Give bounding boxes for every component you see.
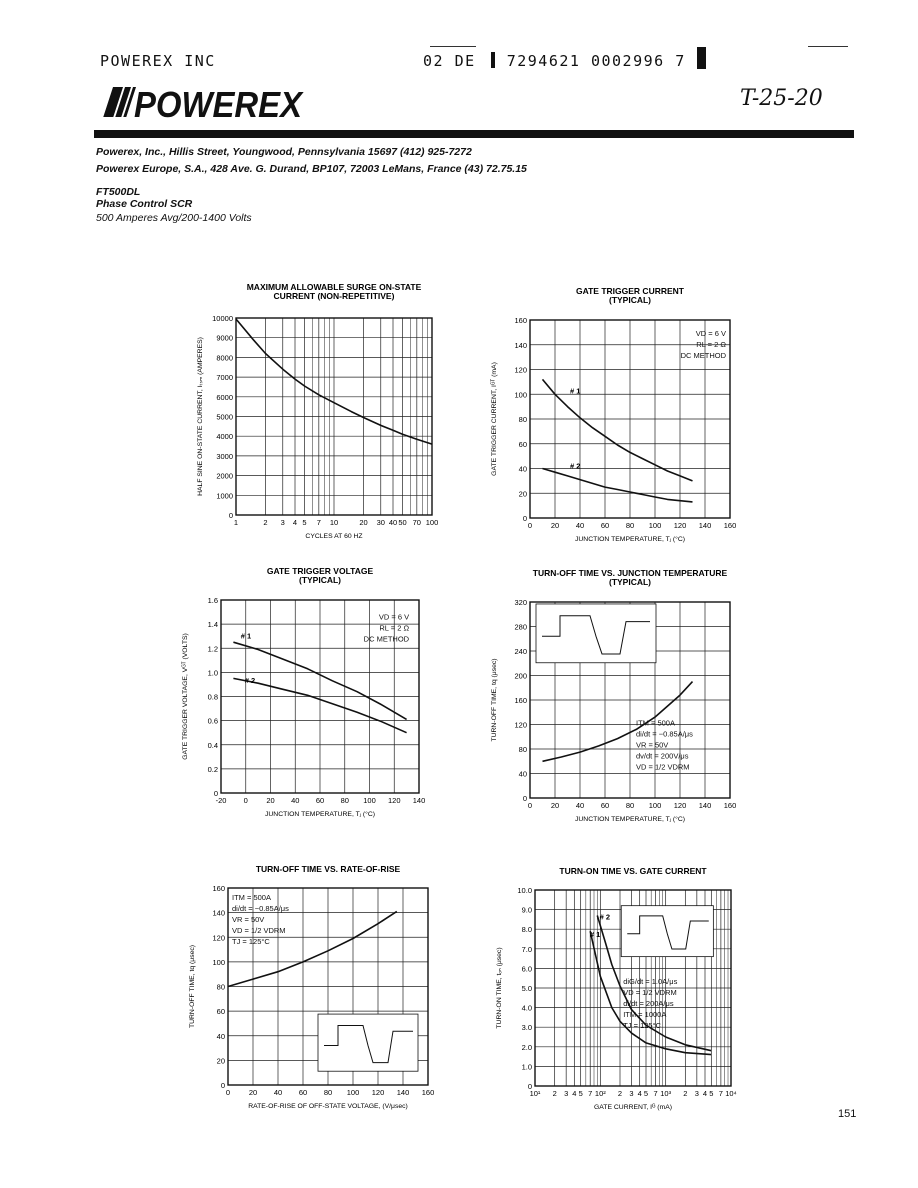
y-tick-label: 8.0 [521,925,532,935]
x-tick-label: 7 [718,1089,723,1098]
x-tick-label: 10² [594,1089,606,1098]
x-tick-label: 40 [291,796,300,805]
y-tick-label: 8000 [216,353,233,363]
x-tick-label: 140 [698,801,712,810]
x-tick-label: 160 [421,1088,435,1097]
x-tick-label: 60 [298,1088,308,1097]
test-condition: TJ = 125°C [623,1021,662,1031]
x-tick-label: 140 [396,1088,410,1097]
test-condition: di/dt = −0.85A/μs [232,903,289,913]
x-tick-label: 3 [564,1089,569,1098]
x-tick-label: 2 [263,518,268,527]
y-tick-label: 160 [212,884,225,893]
y-tick-label: 4000 [216,432,233,442]
y-tick-label: 200 [514,671,527,681]
y-tick-label: 1.6 [207,596,218,605]
series-label: # 1 [589,930,601,940]
x-tick-label: 7 [316,518,321,527]
y-tick-label: 1.0 [207,668,218,678]
test-condition: DC METHOD [680,350,726,360]
product-part-number: FT500DL [96,186,141,198]
y-tick-label: 120 [212,933,225,943]
chart-title: TURN-ON TIME VS. GATE CURRENT [559,866,707,876]
y-tick-label: 40 [518,769,527,779]
y-tick-label: 100 [514,390,527,400]
y-tick-label: 7.0 [521,944,532,954]
x-tick-label: 0 [527,801,533,810]
y-axis-label: HALF SINE ON-STATE CURRENT, Iₜₛₘ (AMPERES) [197,337,204,496]
x-tick-label: 0 [527,521,533,530]
y-tick-label: 320 [514,598,527,607]
x-tick-label: 120 [673,521,687,530]
x-tick-label: 60 [600,801,610,810]
x-tick-label: 2 [617,1089,623,1098]
x-tick-label: -20 [215,796,227,805]
x-tick-label: 30 [376,518,385,527]
y-tick-label: 7000 [216,373,233,383]
x-axis-label: JUNCTION TEMPERATURE, Tⱼ (°C) [574,536,686,543]
y-tick-label: 40 [518,464,527,474]
series-label: # 2 [570,461,581,471]
y-tick-label: 0 [527,1082,532,1091]
y-tick-label: 280 [514,622,527,632]
y-tick-label: 1.0 [521,1062,532,1072]
x-tick-label: 0 [243,796,248,805]
x-tick-label: 80 [340,796,349,805]
x-tick-label: 1 [233,518,239,527]
y-tick-label: 20 [216,1056,225,1066]
y-tick-label: 0 [522,514,527,523]
x-tick-label: 5 [578,1089,583,1098]
x-tick-label: 4 [292,518,298,527]
y-tick-label: 160 [514,696,527,705]
series-label: # 1 [240,631,252,641]
page-number: 151 [838,1108,857,1120]
test-condition: VD = 1/2 VDRM [232,925,286,935]
x-tick-label: 3 [694,1089,699,1098]
y-tick-label: 40 [216,1031,225,1041]
series-label: # 1 [570,386,581,396]
chart-title: (TYPICAL) [608,295,652,305]
test-condition: ITM = 500A [636,718,675,728]
y-tick-label: 10.0 [517,886,532,895]
x-tick-label: 20 [359,518,368,527]
y-tick-label: 0.8 [207,692,218,702]
x-tick-label: 70 [412,518,421,527]
y-tick-label: 120 [514,720,527,730]
y-tick-label: 140 [212,908,225,918]
chart-title: CURRENT (NON-REPETITIVE) [273,291,395,301]
x-tick-label: 80 [323,1088,333,1097]
address-europe: Powerex Europe, S.A., 428 Ave. G. Durand, BP107, 72003 LeMans, France (43) 72.75.15 [96,163,527,175]
test-condition: TJ = 125°C [232,936,270,946]
y-tick-label: 60 [216,1007,225,1017]
x-tick-label: 100 [346,1088,360,1097]
y-tick-label: 5000 [216,412,233,422]
x-axis-label: RATE-OF-RISE OF OFF-STATE VOLTAGE, (V/μsec) [248,1103,408,1110]
product-type: Phase Control SCR [96,198,193,210]
test-condition: VD = 6 V [695,328,726,338]
x-tick-label: 50 [398,518,407,527]
y-tick-label: 0 [228,511,233,520]
x-tick-label: 10³ [660,1089,672,1098]
y-tick-label: 4.0 [521,1003,532,1013]
x-tick-label: 20 [550,801,560,810]
y-tick-label: 140 [514,340,527,350]
x-tick-label: 4 [572,1089,577,1098]
x-axis-label: CYCLES AT 60 HZ [305,533,363,540]
test-condition: diG/dt = 1.0A/μs [623,977,678,987]
x-tick-label: 5 [643,1089,649,1098]
y-tick-label: 6.0 [521,964,532,974]
x-tick-label: 2 [552,1089,557,1098]
x-tick-label: 40 [575,521,585,530]
waveform-inset [621,906,713,957]
x-tick-label: 160 [723,521,737,530]
x-tick-label: 10¹ [529,1089,541,1098]
product-rating: 500 Amperes Avg/200-1400 Volts [96,212,252,224]
test-condition: ITM = 1000A [623,1010,667,1020]
y-tick-label: 100 [212,957,225,967]
x-tick-label: 4 [702,1089,708,1098]
x-tick-label: 120 [673,801,687,810]
test-condition: ITM = 500A [232,892,271,902]
series-label: # 2 [244,675,256,685]
x-tick-label: 2 [683,1089,688,1098]
x-tick-label: 5 [302,518,307,527]
y-tick-label: 0.6 [207,716,218,726]
logo-wordmark: POWEREX [134,84,304,122]
test-condition: dv/dt = 200V/μs [636,751,689,761]
handwritten-annotation: T-25-20 [740,86,823,111]
x-tick-label: 20 [266,796,275,805]
y-tick-label: 9.0 [521,905,532,915]
x-tick-label: 100 [648,801,662,810]
x-tick-label: 40 [575,801,585,810]
y-tick-label: 10000 [212,314,233,323]
y-axis-label: TURN-OFF TIME, tq (μsec) [189,944,196,1029]
test-condition: RL = 2 Ω [379,623,410,633]
y-tick-label: 0 [213,789,218,798]
y-tick-label: 3000 [216,451,233,461]
y-tick-label: 3.0 [521,1023,532,1033]
y-tick-label: 160 [514,316,527,325]
chart-title: (TYPICAL) [608,577,652,587]
chart-title: (TYPICAL) [298,575,342,585]
x-tick-label: 120 [387,796,401,805]
x-tick-label: 120 [371,1088,385,1097]
y-tick-label: 80 [518,745,527,754]
x-tick-label: 40 [388,518,398,527]
y-tick-label: 9000 [216,333,233,343]
address-us: Powerex, Inc., Hillis Street, Youngwood, Pennsylvania 15697 (412) 925-7272 [96,146,472,158]
company-name: POWEREX INC [100,52,216,70]
x-tick-label: 40 [273,1088,283,1097]
y-tick-label: 0 [220,1081,225,1090]
x-tick-label: 100 [363,796,376,805]
test-condition: VR = 50V [636,740,669,750]
y-tick-label: 60 [518,439,527,449]
test-condition: di/dt = −0.85A/μs [636,729,693,739]
document-code-prefix: 02 DE [423,52,476,70]
chart-title: GATE TRIGGER CURRENT [576,286,684,296]
test-condition: VD = 6 V [378,612,410,622]
y-tick-label: 1000 [216,491,233,501]
x-tick-label: 160 [723,801,737,810]
x-tick-label: 7 [588,1089,593,1098]
test-condition: DC METHOD [363,634,410,644]
x-tick-label: 0 [225,1088,231,1097]
y-tick-label: 80 [518,415,527,424]
y-tick-label: 240 [514,647,527,656]
y-axis-label: GATE TRIGGER CURRENT, Iᴳᵀ (mA) [491,362,498,476]
x-axis-label: JUNCTION TEMPERATURE, Tⱼ (°C) [574,816,686,823]
y-axis-label: TURN-OFF TIME, tq (μsec) [491,658,498,742]
x-tick-label: 7 [653,1089,658,1098]
x-tick-label: 10⁴ [725,1089,737,1098]
y-axis-label: GATE TRIGGER VOLTAGE, Vᴳᵀ (VOLTS) [182,633,189,760]
chart-title: MAXIMUM ALLOWABLE SURGE ON-STATE [246,282,422,292]
test-condition: VD = 1/2 VDRM [636,762,690,772]
x-tick-label: 100 [648,521,662,530]
y-tick-label: 0 [522,794,527,803]
y-tick-label: 2.0 [521,1042,532,1052]
series-label: # 2 [599,912,611,922]
x-tick-label: 4 [637,1089,642,1098]
x-tick-label: 3 [629,1089,634,1098]
test-condition: VD = 1/2 VDRM [623,988,677,998]
y-axis-label: TURN-ON TIME, tₒₙ (μsec) [496,947,503,1029]
y-tick-label: 5.0 [521,984,532,993]
document-code-number: 7294621 0002996 7 [506,52,686,70]
x-tick-label: 80 [625,521,635,530]
y-tick-label: 2000 [216,471,233,481]
x-axis-label: JUNCTION TEMPERATURE, Tⱼ (°C) [264,811,376,818]
y-tick-label: 6000 [216,392,233,402]
y-tick-label: 1.2 [207,644,218,654]
x-tick-label: 60 [600,521,610,530]
y-tick-label: 0.4 [207,740,218,750]
x-tick-label: 100 [425,518,439,527]
x-tick-label: 20 [248,1088,258,1097]
chart-title: TURN-OFF TIME VS. RATE-OF-RISE [255,864,401,874]
x-axis-label: GATE CURRENT, Iᴳ (mA) [593,1104,673,1111]
test-condition: VR = 50V [232,914,265,924]
x-tick-label: 60 [315,796,325,805]
y-tick-label: 120 [514,365,527,375]
y-tick-label: 1.4 [207,620,218,630]
chart-title: TURN-OFF TIME VS. JUNCTION TEMPERATURE [532,568,728,578]
test-condition: RL = 2 Ω [696,339,726,349]
chart-title: GATE TRIGGER VOLTAGE [266,566,374,576]
y-tick-label: 0.2 [207,764,218,774]
x-tick-label: 140 [412,796,426,805]
x-tick-label: 5 [709,1089,714,1098]
test-condition: di/dt = 200A/μs [623,999,674,1009]
x-tick-label: 80 [625,801,635,810]
x-tick-label: 3 [280,518,285,527]
y-tick-label: 80 [216,982,225,992]
x-tick-label: 10 [329,518,339,527]
x-tick-label: 140 [698,521,712,530]
y-tick-label: 20 [518,489,527,499]
x-tick-label: 20 [550,521,560,530]
